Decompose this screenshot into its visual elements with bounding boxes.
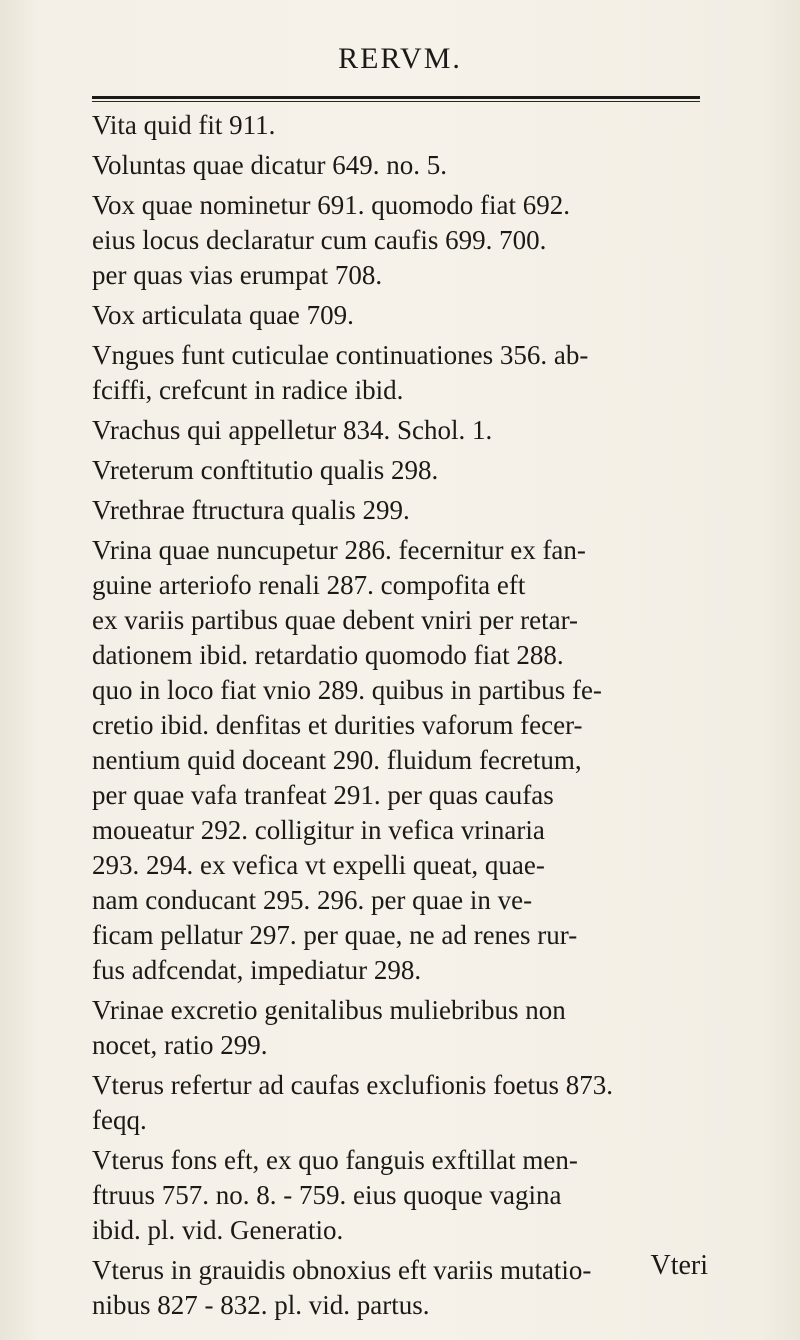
index-entry	[92, 298, 712, 333]
entry-line: Vita quid fit 911.	[92, 110, 276, 140]
header-rule	[92, 96, 700, 99]
entry-line: Vox quae nominetur 691. quomodo fiat 692.	[92, 190, 570, 220]
entry-line: Vterus refertur ad caufas exclufionis foetus 873.	[92, 1070, 614, 1100]
entry-line: ibid. pl. vid. Generatio.	[92, 1215, 344, 1245]
index-entry	[92, 533, 712, 988]
index-entry	[92, 188, 712, 293]
entry-line: nam conducant 295. 296. per quae in ve-	[92, 885, 533, 915]
entry-line: fciffi, crefcunt in radice ibid.	[92, 375, 404, 405]
entry-line: Vrinae excretio genitalibus muliebribus non	[92, 995, 566, 1025]
entry-line: Vrachus qui appelletur 834. Schol. 1.	[92, 415, 493, 445]
entry-line: quo in loco fiat vnio 289. quibus in partibus fe-	[92, 675, 602, 705]
entry-line: Voluntas quae dicatur 649. no. 5.	[92, 150, 447, 180]
index-entry	[92, 1253, 712, 1323]
entry-line: ex variis partibus quae debent vniri per retar-	[92, 605, 579, 635]
entry-line: ficam pellatur 297. per quae, ne ad renes rur-	[92, 920, 578, 950]
entry-line: Vox articulata quae 709.	[92, 300, 354, 330]
entry-line: dationem ibid. retardatio quomodo fiat 288.	[92, 640, 564, 670]
entry-line: nentium quid doceant 290. fluidum fecretum,	[92, 745, 582, 775]
entry-line: nocet, ratio 299.	[92, 1030, 268, 1060]
entry-line: Vterus fons eft, ex quo fanguis exftillat men-	[92, 1145, 578, 1175]
entry-line: 293. 294. ex vefica vt expelli queat, quae-	[92, 850, 545, 880]
index-entry	[92, 148, 712, 183]
entry-line: Vrina quae nuncupetur 286. fecernitur ex fan-	[92, 535, 586, 565]
entry-line: per quas vias erumpat 708.	[92, 260, 383, 290]
index-entry	[92, 993, 712, 1063]
index-entry	[92, 453, 712, 488]
catchword: Vteri	[650, 1250, 708, 1281]
entry-line: fus adfcendat, impediatur 298.	[92, 955, 422, 985]
entry-line: cretio ibid. denfitas et durities vaforum fecer-	[92, 710, 583, 740]
index-entry	[92, 413, 712, 448]
entry-line: ftruus 757. no. 8. - 759. eius quoque vagina	[92, 1180, 562, 1210]
entry-line: Vterus in grauidis obnoxius eft variis mutatio-	[92, 1255, 592, 1285]
index-entry	[92, 338, 712, 408]
running-head: RERVM.	[338, 42, 462, 75]
entry-line: guine arteriofo renali 287. compofita eft	[92, 570, 526, 600]
entry-line: Vrethrae ftructura qualis 299.	[92, 495, 410, 525]
index-entry	[92, 1143, 712, 1248]
entry-line: Vreterum conftitutio qualis 298.	[92, 455, 439, 485]
index-entries	[92, 108, 712, 1328]
index-entry	[92, 493, 712, 528]
entry-line: eius locus declaratur cum caufis 699. 700.	[92, 225, 547, 255]
entry-line: moueatur 292. colligitur in vefica vrinaria	[92, 815, 545, 845]
header-rule-thin	[92, 101, 700, 102]
entry-line: feqq.	[92, 1105, 147, 1135]
entry-line: Vngues funt cuticulae continuationes 356. ab-	[92, 340, 589, 370]
index-entry	[92, 108, 712, 143]
entry-line: nibus 827 - 832. pl. vid. partus.	[92, 1290, 430, 1320]
entry-line: per quae vafa tranfeat 291. per quas caufas	[92, 780, 554, 810]
index-entry	[92, 1068, 712, 1138]
